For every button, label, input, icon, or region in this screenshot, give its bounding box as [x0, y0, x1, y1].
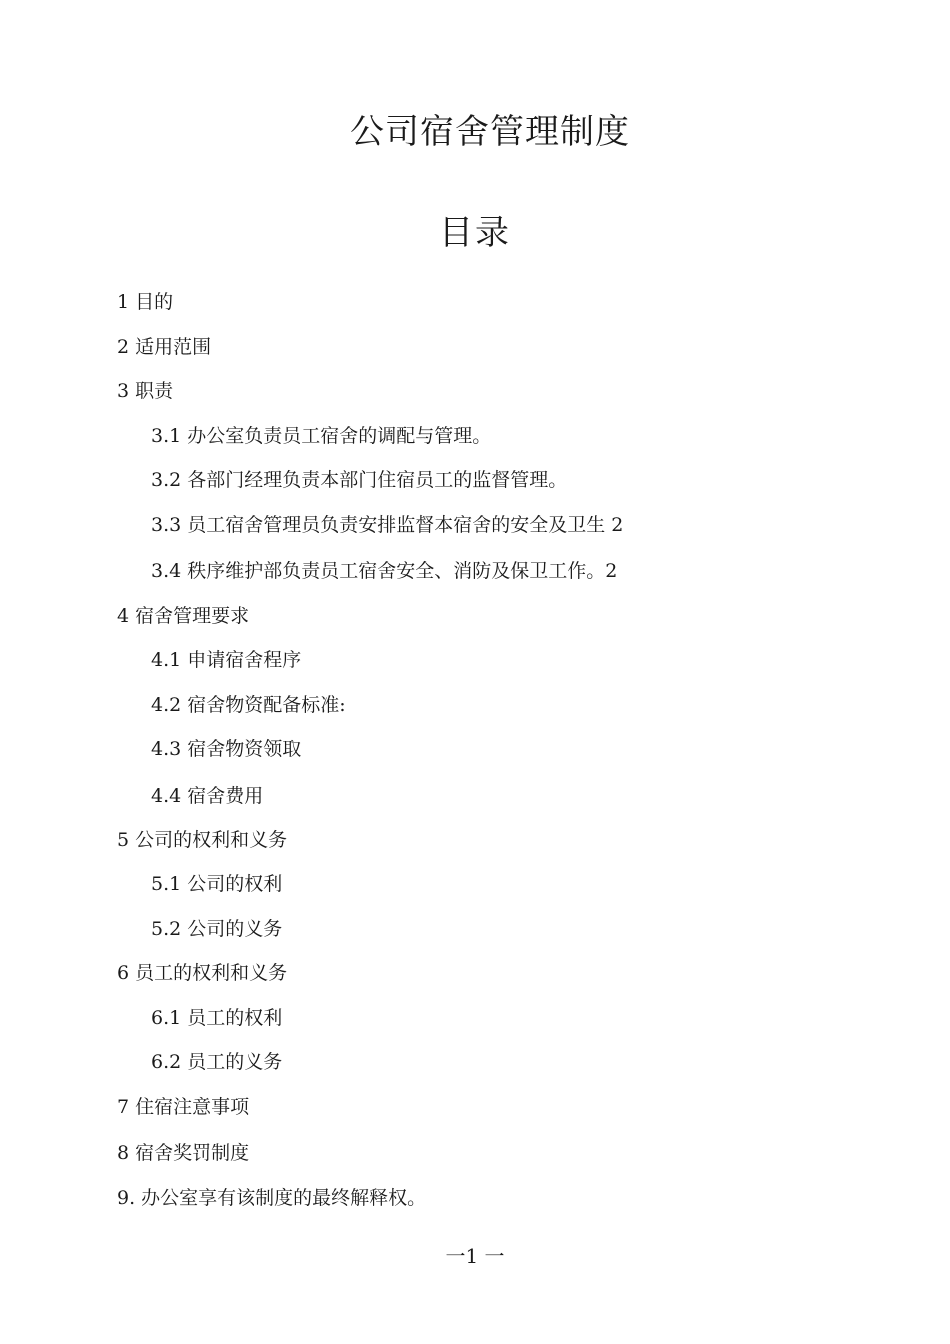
- toc-entry-6[interactable]: 6 员工的权利和义务: [117, 962, 288, 984]
- toc-entry-3-4[interactable]: 3.4 秩序维护部负责员工宿舍安全、消防及保卫工作。2: [151, 560, 618, 582]
- toc-entry-4-3[interactable]: 4.3 宿舍物资领取: [151, 738, 302, 760]
- page-number: 一1 一: [445, 1244, 505, 1268]
- toc-entry-5[interactable]: 5 公司的权利和义务: [117, 829, 288, 851]
- toc-entry-5-2[interactable]: 5.2 公司的义务: [151, 918, 283, 940]
- toc-entry-5-1[interactable]: 5.1 公司的权利: [151, 873, 283, 895]
- toc-entry-3-3[interactable]: 3.3 员工宿舍管理员负责安排监督本宿舍的安全及卫生 2: [151, 514, 624, 536]
- toc-entry-6-1[interactable]: 6.1 员工的权利: [151, 1007, 283, 1029]
- toc-entry-4[interactable]: 4 宿舍管理要求: [117, 605, 250, 627]
- toc-entry-3[interactable]: 3 职责: [117, 380, 174, 402]
- toc-entry-3-1[interactable]: 3.1 办公室负责员工宿舍的调配与管理。: [151, 425, 492, 447]
- toc-entry-3-2[interactable]: 3.2 各部门经理负责本部门住宿员工的监督管理。: [151, 469, 568, 491]
- toc-entry-9[interactable]: 9. 办公室享有该制度的最终解释权。: [117, 1187, 427, 1209]
- toc-entry-4-4[interactable]: 4.4 宿舍费用: [151, 785, 264, 807]
- toc-entry-1[interactable]: 1 目的: [117, 291, 174, 313]
- toc-entry-4-2[interactable]: 4.2 宿舍物资配备标准:: [151, 694, 346, 716]
- toc-entry-7[interactable]: 7 住宿注意事项: [117, 1096, 250, 1118]
- toc-entry-4-1[interactable]: 4.1 申请宿舍程序: [151, 649, 302, 671]
- document-title: 公司宿舍管理制度: [350, 112, 630, 152]
- toc-heading: 目录: [439, 213, 511, 253]
- toc-entry-8[interactable]: 8 宿舍奖罚制度: [117, 1142, 250, 1164]
- toc-entry-6-2[interactable]: 6.2 员工的义务: [151, 1051, 283, 1073]
- toc-entry-2[interactable]: 2 适用范围: [117, 336, 212, 358]
